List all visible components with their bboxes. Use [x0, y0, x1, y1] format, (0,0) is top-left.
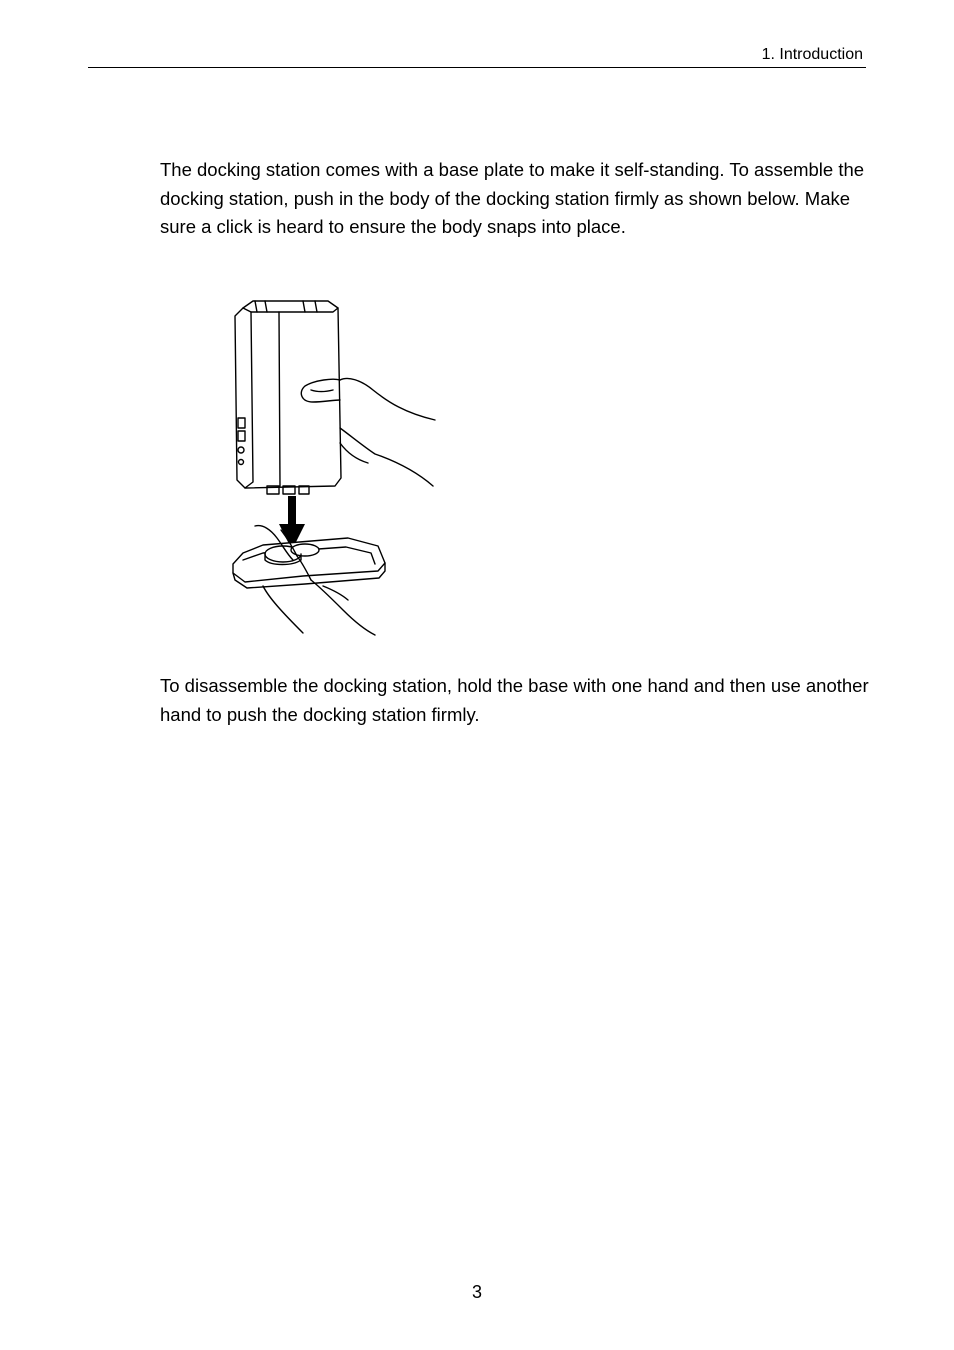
docking-station-assembly-illustration	[183, 268, 453, 651]
section-title: 1. Introduction	[761, 46, 863, 63]
base-plate	[233, 538, 385, 588]
running-header	[88, 44, 866, 68]
docking-station-body	[235, 301, 341, 494]
page-number: 3	[471, 1282, 482, 1302]
assembly-instructions: The docking station comes with a base plate to make it self-standing. To assemble the docking station, push in the body of the docking station firmly as shown below. Make sure a click is heard to ensure the body snaps into place.	[160, 159, 865, 237]
disassembly-instructions: To disassemble the docking station, hold the base with one hand and then use another hand to push the docking station firmly.	[160, 675, 869, 725]
